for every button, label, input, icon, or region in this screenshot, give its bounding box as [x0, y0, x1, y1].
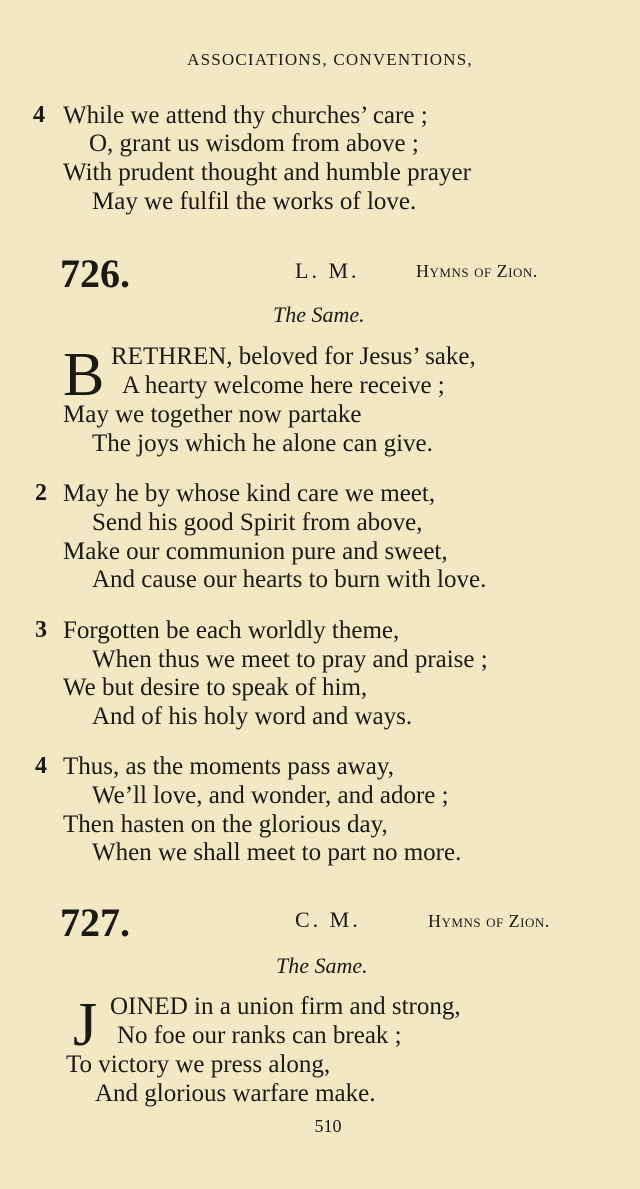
- verse-line: May we together now partake: [63, 401, 362, 428]
- verse-line: May we fulfil the works of love.: [92, 188, 417, 215]
- verse-line: Then hasten on the glorious day,: [63, 811, 388, 838]
- verse-line: To victory we press along,: [66, 1051, 331, 1078]
- verse-line: We’ll love, and wonder, and adore ;: [92, 782, 449, 809]
- hymn-number: 727.: [60, 900, 130, 945]
- verse-line: May he by whose kind care we meet,: [63, 480, 436, 507]
- running-head: ASSOCIATIONS, CONVENTIONS,: [187, 50, 473, 69]
- verse-number: 2: [35, 480, 47, 506]
- verse-line: Thus, as the moments pass away,: [63, 753, 394, 780]
- verse-line: We but desire to speak of him,: [63, 674, 368, 701]
- verse-line: While we attend thy churches’ care ;: [63, 102, 428, 129]
- verse-line: O, grant us wisdom from above ;: [89, 130, 419, 157]
- verse-line: And of his holy word and ways.: [92, 703, 413, 730]
- verse-line: Make our communion pure and sweet,: [63, 538, 448, 565]
- drop-cap: J: [73, 991, 98, 1059]
- hymn-source: Hymns of Zion.: [416, 261, 538, 281]
- verse-line: No foe our ranks can break ;: [117, 1022, 402, 1049]
- hymn-meter: C. M.: [295, 907, 361, 932]
- tune-name: The Same.: [276, 953, 368, 978]
- verse-line: Forgotten be each worldly theme,: [63, 617, 400, 644]
- verse-line: OINED in a union firm and strong,: [110, 993, 461, 1020]
- page-number: 510: [314, 1116, 342, 1136]
- verse-number: 4: [35, 753, 47, 779]
- verse-number: 3: [35, 617, 47, 643]
- verse-line: When we shall meet to part no more.: [92, 839, 462, 866]
- verse-line: And glorious warfare make.: [95, 1080, 376, 1107]
- verse-line: Send his good Spirit from above,: [92, 509, 423, 536]
- drop-cap: B: [63, 341, 105, 409]
- hymn-source: Hymns of Zion.: [428, 911, 550, 931]
- hymn-meter: L. M.: [295, 258, 360, 283]
- verse-line: And cause our hearts to burn with love.: [92, 566, 487, 593]
- tune-name: The Same.: [273, 302, 365, 327]
- verse-line: When thus we meet to pray and praise ;: [92, 646, 488, 673]
- verse-line: A hearty welcome here receive ;: [122, 372, 445, 399]
- verse-line: RETHREN, beloved for Jesus’ sake,: [111, 343, 476, 370]
- hymn-number: 726.: [60, 251, 130, 296]
- verse-line: With prudent thought and humble prayer: [63, 159, 471, 186]
- verse-number: 4: [33, 102, 45, 128]
- verse-line: The joys which he alone can give.: [92, 430, 433, 457]
